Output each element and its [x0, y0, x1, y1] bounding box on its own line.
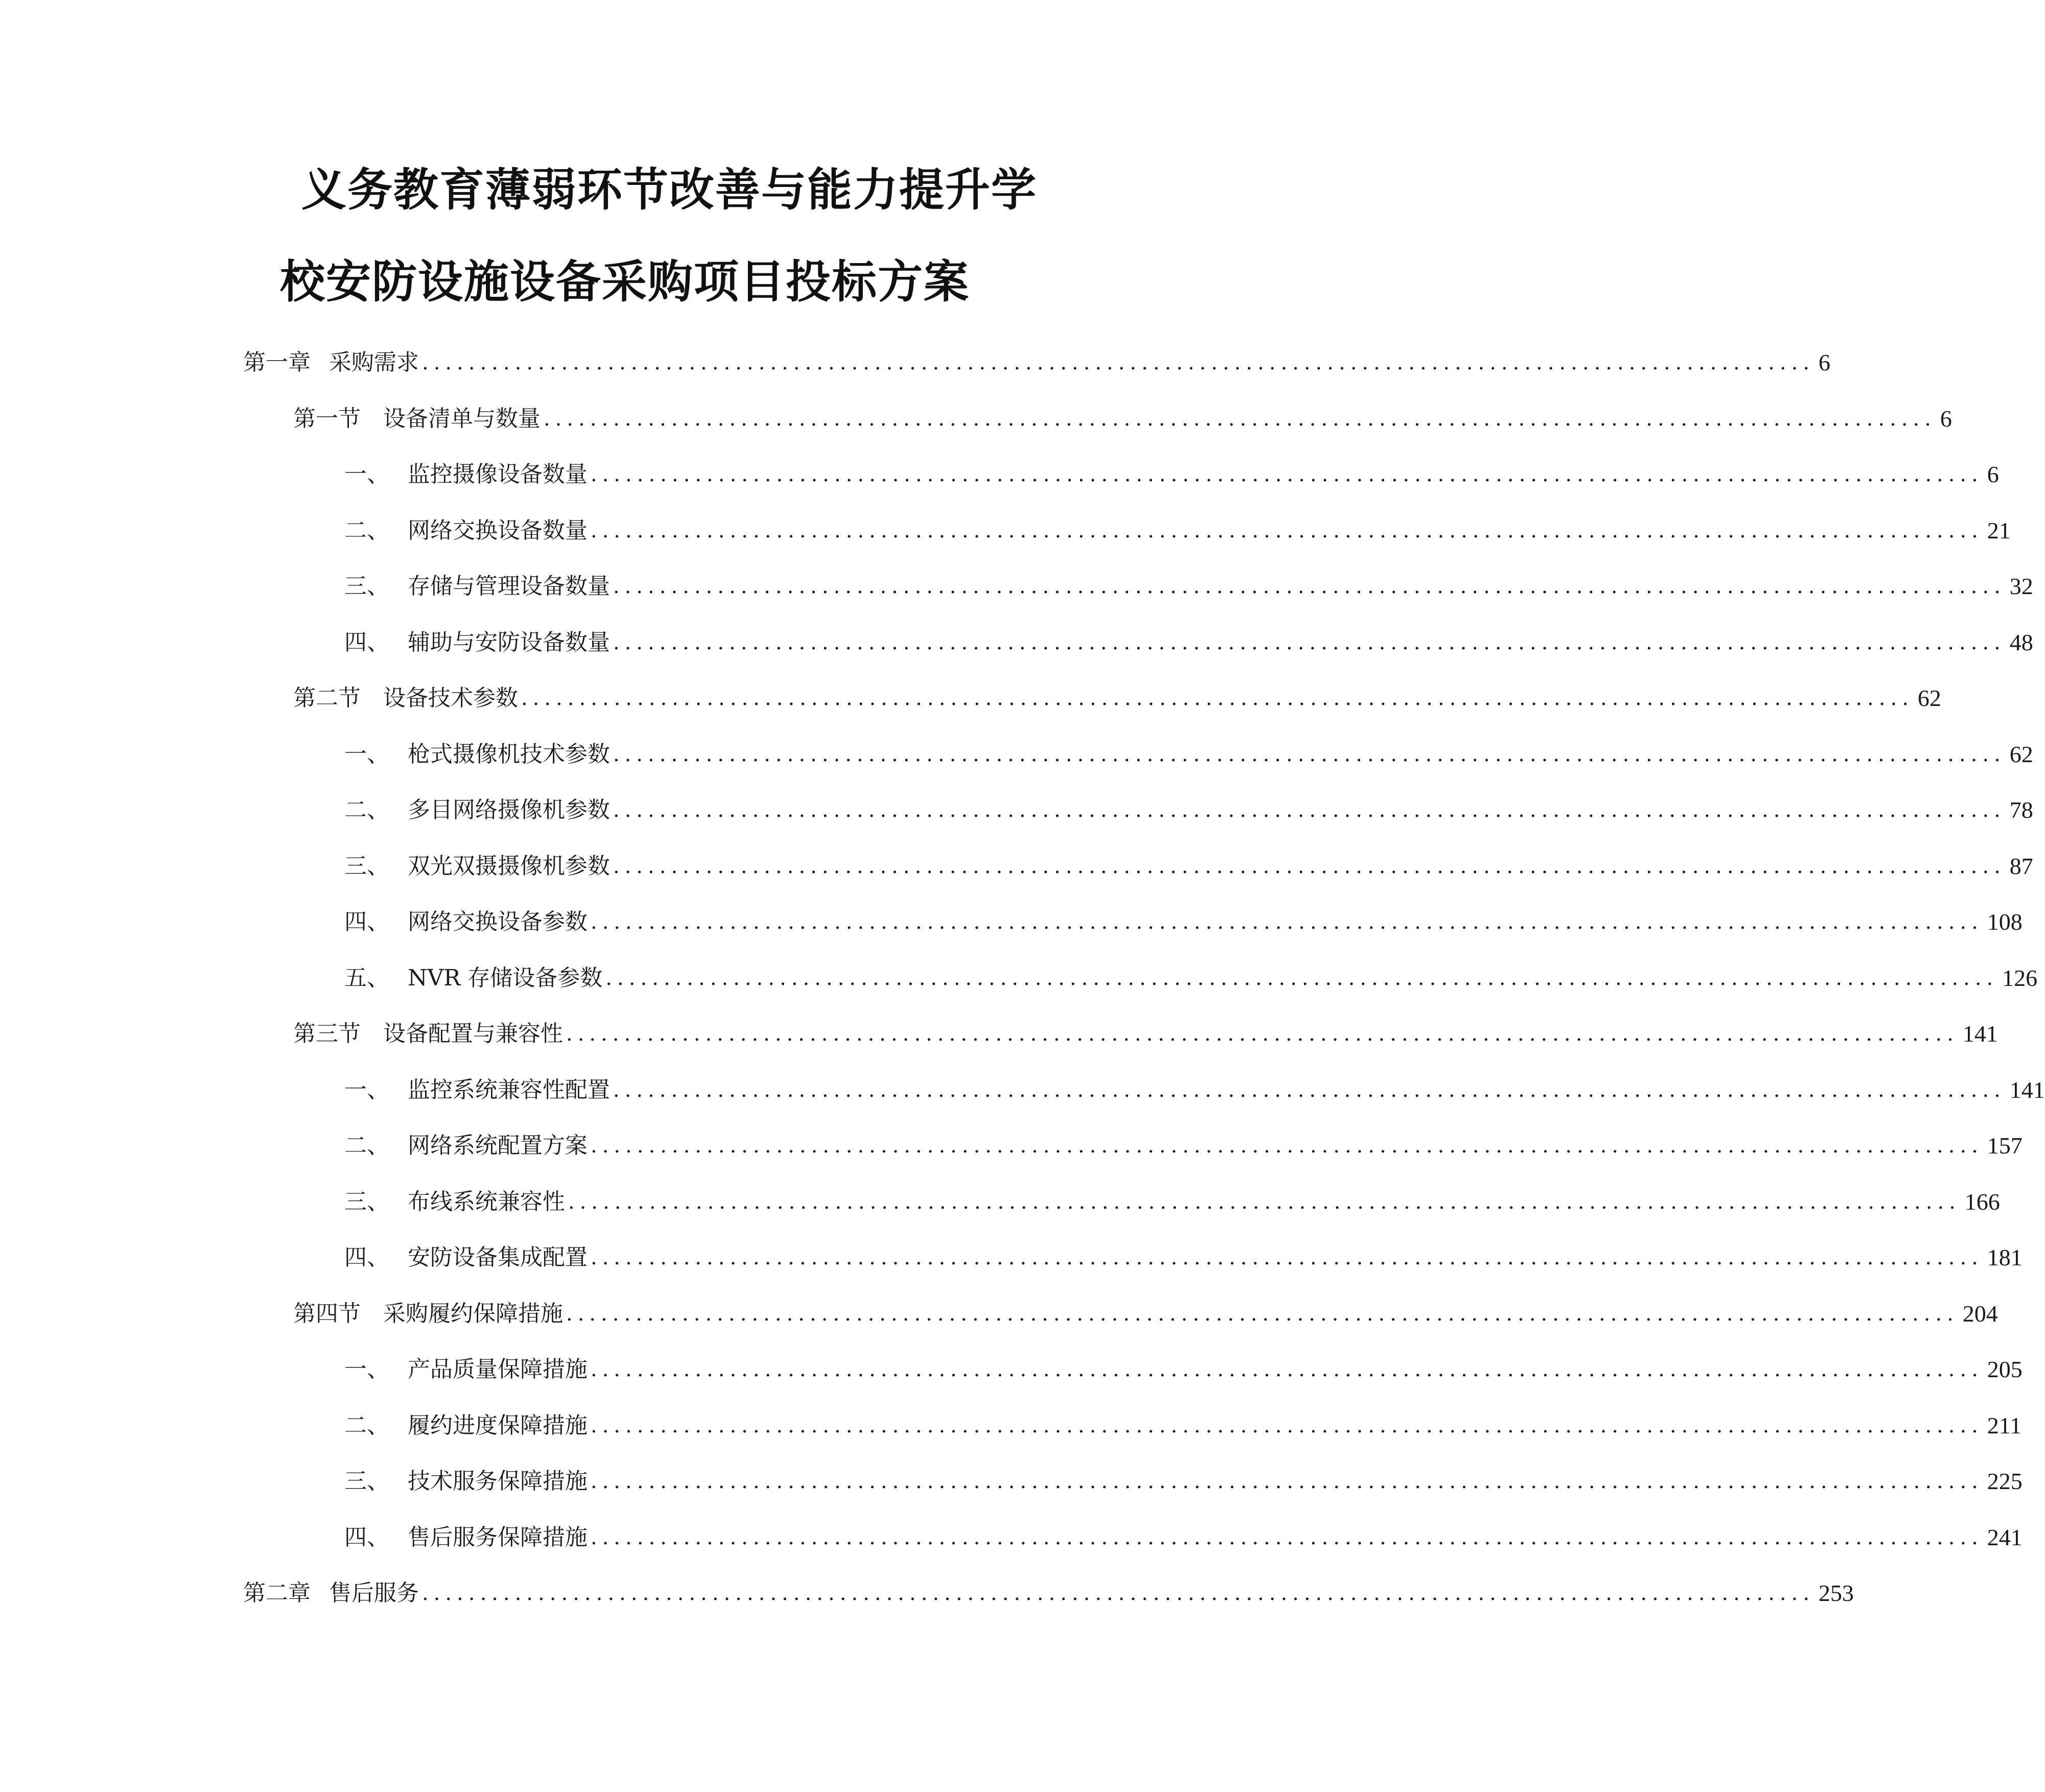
toc-entry-number: 四、 — [344, 629, 389, 655]
toc-entry[interactable] — [344, 1522, 2023, 1553]
toc-dot-leader: ........................................................................................................................ — [613, 743, 2006, 766]
toc-dot-leader: ........................................................................................................................ — [422, 1582, 1815, 1605]
toc-entry-number: 二、 — [344, 797, 389, 823]
toc-page-number: 253 — [1818, 1580, 1854, 1606]
toc-entry-title: 枪式摄像机技术参数 — [408, 741, 610, 767]
toc-dot-leader: ........................................................................................................................ — [613, 855, 2006, 878]
toc-entry-number: 第四节 — [293, 1301, 361, 1327]
toc-dot-leader: ........................................................................................................................ — [613, 631, 2006, 654]
toc-page-number: 225 — [1987, 1468, 2023, 1494]
toc-entry-title: 售后服务保障措施 — [408, 1524, 587, 1550]
toc-entry-label — [344, 515, 587, 546]
toc-entry-label — [344, 459, 587, 490]
toc-entry-number: 四、 — [344, 1244, 389, 1270]
toc-dot-leader: ........................................................................................................................ — [613, 575, 2006, 598]
toc-page-number: 32 — [2009, 573, 2033, 599]
toc-entry[interactable] — [293, 404, 1952, 434]
toc-entry-number: 二、 — [344, 517, 389, 544]
toc-page-number: 181 — [1987, 1244, 2023, 1270]
toc-entry-title: 多目网络摄像机参数 — [408, 797, 610, 823]
toc-entry[interactable] — [344, 1242, 2023, 1273]
document-title-line-1: 义务教育薄弱环节改善与能力提升学 — [301, 163, 1038, 216]
toc-entry-title: 售后服务 — [329, 1580, 419, 1606]
toc-entry-label — [344, 851, 610, 882]
toc-entry-label — [344, 795, 610, 826]
toc-entry-title: 设备配置与兼容性 — [383, 1021, 563, 1047]
toc-entry-number: 第二章 — [243, 1580, 311, 1606]
toc-page-number: 166 — [1964, 1189, 2000, 1215]
toc-page-number: 6 — [1987, 461, 1999, 487]
toc-entry-title: 履约进度保障措施 — [408, 1412, 587, 1439]
toc-page-number: 141 — [1962, 1021, 1998, 1047]
toc-dot-leader: ........................................................................................................................ — [591, 463, 1983, 486]
toc-entry-title: 存储与管理设备数量 — [408, 573, 610, 599]
toc-entry-title: 技术服务保障措施 — [408, 1468, 587, 1494]
toc-dot-leader: ........................................................................................................................ — [591, 1470, 1983, 1493]
toc-dot-leader: ........................................................................................................................ — [591, 1414, 1983, 1437]
toc-entry[interactable] — [344, 851, 2033, 882]
toc-entry-number: 一、 — [344, 1077, 389, 1103]
toc-entry-label — [293, 683, 518, 714]
toc-entry[interactable] — [344, 1466, 2023, 1497]
toc-page-number: 6 — [1818, 349, 1830, 375]
toc-entry-title: 产品质量保障措施 — [408, 1356, 587, 1382]
toc-entry-title: 布线系统兼容性 — [408, 1189, 565, 1215]
toc-entry[interactable] — [344, 963, 2038, 994]
toc-page-number: 87 — [2009, 853, 2033, 879]
toc-page-number: 126 — [2002, 965, 2038, 991]
toc-entry-number: 第一章 — [243, 349, 311, 375]
toc-entry-number: 一、 — [344, 461, 389, 487]
toc-entry[interactable] — [344, 627, 2033, 658]
toc-dot-leader: ........................................................................................................................ — [605, 966, 1999, 990]
toc-entry[interactable] — [344, 459, 1999, 490]
toc-page-number: 21 — [1987, 517, 2011, 544]
toc-entry-label — [344, 963, 602, 994]
toc-entry-number: 第三节 — [293, 1021, 361, 1047]
toc-entry[interactable] — [344, 571, 2033, 602]
toc-entry-title: 采购需求 — [329, 349, 419, 375]
toc-page-number: 6 — [1940, 406, 1952, 432]
toc-entry-title: 辅助与安防设备数量 — [408, 629, 610, 655]
toc-dot-leader: ........................................................................................................................ — [591, 910, 1983, 934]
toc-entry-title: 安防设备集成配置 — [408, 1244, 587, 1270]
toc-entry-number: 一、 — [344, 741, 389, 767]
toc-entry-label — [344, 1075, 610, 1105]
toc-dot-leader: ........................................................................................................................ — [591, 1358, 1983, 1381]
toc-entry-label — [293, 1019, 563, 1049]
toc-dot-leader: ........................................................................................................................ — [613, 798, 2006, 822]
toc-entry-label — [293, 1299, 563, 1329]
toc-entry[interactable] — [344, 515, 2011, 546]
toc-page-number: 241 — [1987, 1524, 2023, 1550]
toc-entry-number: 二、 — [344, 1412, 389, 1439]
toc-entry-number: 四、 — [344, 909, 389, 935]
toc-entry[interactable] — [344, 907, 2023, 937]
toc-entry-label — [344, 1466, 587, 1497]
toc-dot-leader: ........................................................................................................................ — [613, 1078, 2006, 1102]
toc-dot-leader: ........................................................................................................................ — [521, 687, 1914, 710]
toc-entry-label — [243, 347, 419, 378]
toc-entry-number: 三、 — [344, 1189, 389, 1215]
toc-entry-number: 第一节 — [293, 406, 361, 432]
toc-entry-number: 三、 — [344, 853, 389, 879]
toc-entry[interactable] — [344, 1354, 2023, 1385]
toc-entry[interactable] — [293, 683, 1941, 714]
toc-entry[interactable] — [344, 739, 2033, 770]
toc-page-number: 204 — [1962, 1301, 1998, 1327]
toc-entry-title: 网络交换设备参数 — [408, 909, 587, 935]
toc-page-number: 48 — [2009, 629, 2033, 655]
toc-entry[interactable] — [243, 347, 1830, 378]
toc-page-number: 205 — [1987, 1356, 2023, 1382]
toc-entry-label — [344, 1410, 587, 1441]
toc-entry-label — [344, 1130, 587, 1161]
toc-entry-label — [344, 739, 610, 770]
toc-entry-number: 二、 — [344, 1133, 389, 1159]
toc-page-number: 78 — [2009, 797, 2033, 823]
toc-entry-title: 设备技术参数 — [383, 685, 518, 711]
toc-entry-title: 双光双摄摄像机参数 — [408, 853, 610, 879]
toc-entry-label — [293, 404, 540, 434]
toc-dot-leader: ........................................................................................................................ — [591, 519, 1983, 543]
toc-entry[interactable] — [344, 1075, 2045, 1105]
toc-entry[interactable] — [344, 1130, 2023, 1161]
toc-page-number: 141 — [2009, 1077, 2045, 1103]
toc-entry[interactable] — [344, 1187, 2000, 1217]
toc-entry-title: NVR 存储设备参数 — [408, 965, 603, 991]
toc-dot-leader: ........................................................................................................................ — [566, 1302, 1959, 1326]
toc-entry-number: 第二节 — [293, 685, 361, 711]
toc-dot-leader: ........................................................................................................................ — [591, 1526, 1983, 1549]
toc-page-number: 157 — [1987, 1133, 2023, 1159]
toc-entry[interactable] — [344, 1410, 2022, 1441]
toc-entry-label — [344, 571, 610, 602]
toc-dot-leader: ........................................................................................................................ — [566, 1022, 1959, 1046]
toc-entry-number: 一、 — [344, 1356, 389, 1382]
toc-entry-number: 三、 — [344, 573, 389, 599]
toc-page-number: 62 — [1917, 685, 1941, 711]
toc-dot-leader: ........................................................................................................................ — [422, 351, 1815, 374]
toc-entry-number: 五、 — [344, 965, 389, 991]
toc-entry-label — [344, 907, 587, 937]
toc-entry[interactable] — [243, 1578, 1854, 1609]
toc-entry-label — [243, 1578, 419, 1609]
toc-page-number: 62 — [2009, 741, 2033, 767]
toc-entry-title: 网络交换设备数量 — [408, 517, 587, 544]
toc-entry-number: 三、 — [344, 1468, 389, 1494]
document-title-line-2: 校安防设施设备采购项目投标方案 — [280, 255, 970, 308]
toc-entry-label — [344, 627, 610, 658]
toc-entry[interactable] — [293, 1019, 1998, 1049]
toc-entry-title: 监控系统兼容性配置 — [408, 1077, 610, 1103]
toc-dot-leader: ........................................................................................................................ — [568, 1190, 1961, 1214]
toc-entry-label — [344, 1354, 587, 1385]
toc-entry-number: 四、 — [344, 1524, 389, 1550]
toc-dot-leader: ........................................................................................................................ — [591, 1134, 1983, 1158]
toc-entry-title: 监控摄像设备数量 — [408, 461, 587, 487]
toc-entry-title: 采购履约保障措施 — [383, 1301, 563, 1327]
toc-dot-leader: ........................................................................................................................ — [544, 407, 1936, 431]
toc-entry[interactable] — [293, 1299, 1998, 1329]
toc-page-number: 108 — [1987, 909, 2023, 935]
toc-entry-label — [344, 1242, 587, 1273]
toc-entry[interactable] — [344, 795, 2033, 826]
toc-entry-title: 网络系统配置方案 — [408, 1133, 587, 1159]
toc-entry-label — [344, 1187, 565, 1217]
toc-entry-title: 设备清单与数量 — [383, 406, 540, 432]
toc-entry-label — [344, 1522, 587, 1553]
toc-page-number: 211 — [1987, 1412, 2022, 1439]
toc-dot-leader: ........................................................................................................................ — [591, 1246, 1983, 1269]
